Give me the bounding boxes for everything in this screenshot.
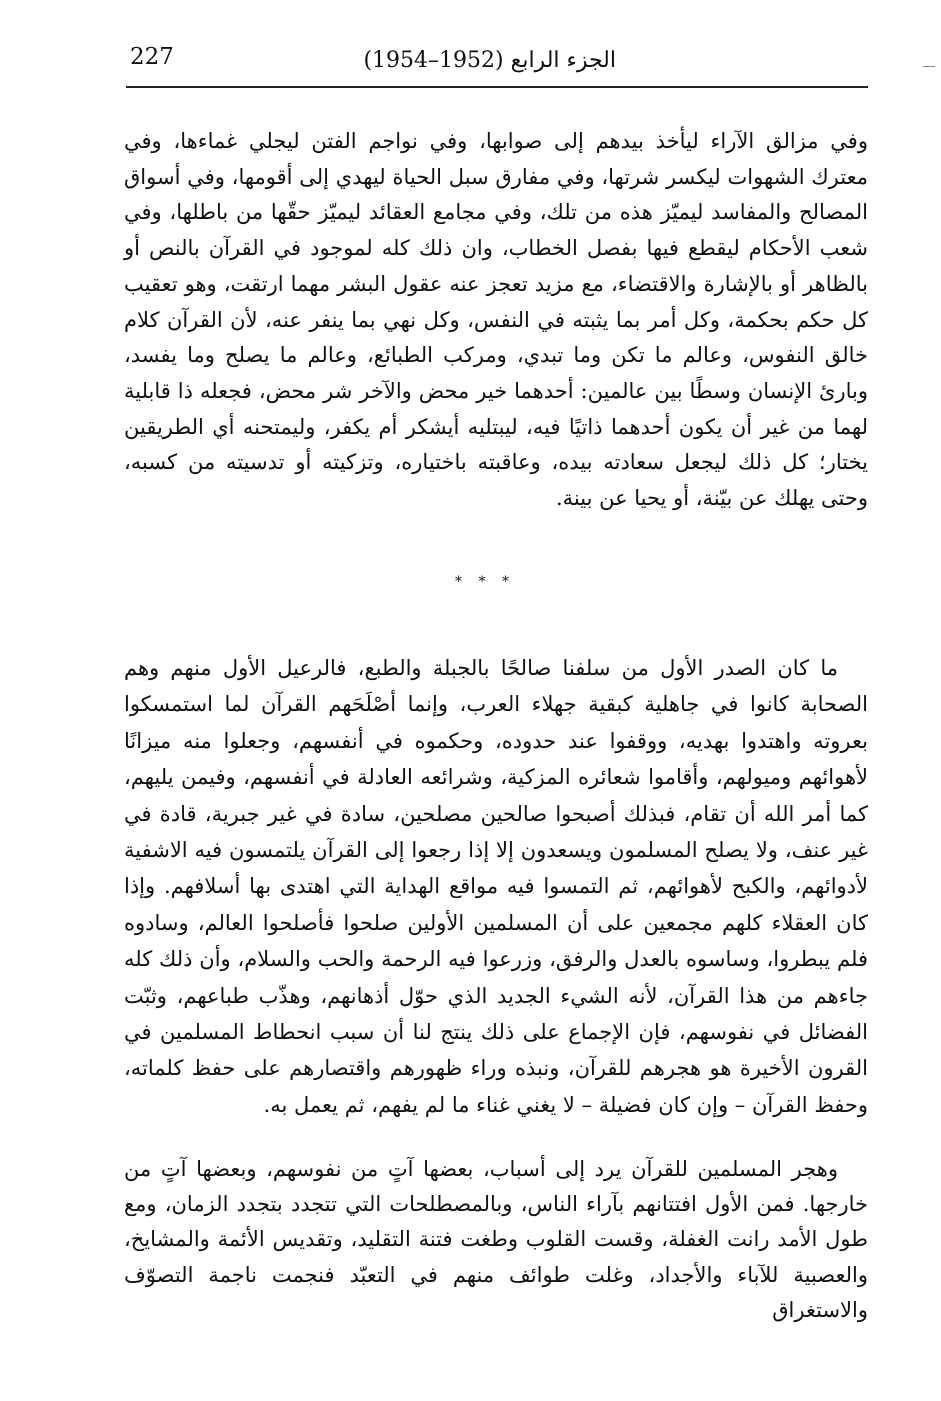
section-1-text: [124, 124, 868, 517]
section-3-text: [124, 1152, 868, 1328]
section-2-text: [124, 650, 868, 1123]
paragraph: ما كان الصدر الأول من سلفنا صالحًا بالجبلة والطبع، فالرعيل الأول منهم وهم الصحابة كانوا في جاهلية كبقية جهلاء العرب، وإنما أصْلَحَهم القرآن لما استمسكوا بعروته واهتدوا بهديه، ووقفوا عند حدوده، وحكموه في أنفسهم، وجعلوا منه ميزانًا لأهوائهم وميولهم، وأقاموا شعائره المزكية، وشرائعه العادلة في أنفسهم، وفيمن يليهم، كما أمر الله أن تقام، فبذلك أصبحوا صالحين مصلحين، سادة في غير جبرية، قادة في غير عنف، ولا يصلح المسلمون ويسعدون إلا إذا رجعوا إلى القرآن يلتمسون فيه الاشفية لأدوائهم، والكبح لأهوائهم، ثم التمسوا فيه مواقع الهداية التي اهتدى بها أسلافهم. وإذا كان العقلاء كلهم مجمعين على أن المسلمين الأولين صلحوا فأصلحوا العالم، وسادوه فلم يبطروا، وساسوه بالعدل والرفق، وزرعوا فيه الرحمة والحب والسلام، وأن ذلك كله جاءهم من هذا القرآن، لأنه الشيء الجديد الذي حوّل أذهانهم، وهذّب طباعهم، وثبّت الفضائل في نفوسهم، فإن الإجماع على ذلك ينتج لنا أن سبب انحطاط المسلمين في القرون الأخيرة هو هجرهم للقرآن، ونبذه وراء ظهورهم واقتصارهم على حفظ كلماته، وحفظ القرآن – وإن كان فضيلة – لا يغني غناء ما لم يفهم، ثم يعمل به.: [124, 656, 868, 1117]
page-number: 227: [130, 44, 174, 70]
paragraph: وهجر المسلمين للقرآن يرد إلى أسباب، بعضها آتٍ من نفوسهم، وبعضها آتٍ من خارجها. فمن الأول افتتانهم بآراء الناس، وبالمصطلحات التي تتجدد بتجدد الزمان، ومع طول الأمد رانت الغفلة، وقست القلوب وطغت فتنة التقليد، وتقديس الأئمة والمشايخ، والعصبية للآباء والأجداد، وغلت طوائف منهم في التعبّد فنجمت ناجمة التصوّف والاستغراق: [124, 1157, 868, 1322]
header-rule: [126, 86, 868, 88]
margin-mark: [923, 66, 935, 67]
running-head-title: الجزء الرابع (1952–1954): [363, 48, 616, 73]
section-separator: * * *: [455, 574, 515, 590]
paragraph: وفي مزالق الآراء ليأخذ بيدهم إلى صوابها، وفي نواجم الفتن ليجلي غماءها، وفي معترك الشهوات ليكسر شرتها، وفي مفارق سبل الحياة ليهدي إلى أقومها، وفي أسواق المصالح والمفاسد ليميّز هذه من تلك، وفي مجامع العقائد ليميّز حقّها من باطلها، وفي شعب الأحكام ليقطع فيها بفصل الخطاب، وان ذلك كله لموجود في القرآن بالنص أو بالظاهر أو بالإشارة والاقتضاء، مع مزيد تعجز عنه عقول البشر مهما ارتقت، وهو تعقيب كل حكم بحكمة، وكل أمر بما يثبته في النفس، وكل نهي بما ينفر عنه، لأن القرآن كلام خالق النفوس، وعالم ما تكن وما تبدي، ومركب الطبائع، وعالم ما يصلح وما يفسد، وبارئ الإنسان وسطًا بين عالمين: أحدهما خير محض والآخر شر محض، فجعله ذا قابلية لهما من غير أن يكون أحدهما ذاتيًا فيه، ليبتليه أيشكر أم يكفر، وليمتحنه أي الطريقين يختار؛ كل ذلك ليجعل سعادته بيده، وعاقبته باختياره، وتزكيته أو تدسيته من كسبه، وحتى يهلك عن بيّنة، أو يحيا عن بينة.: [124, 129, 868, 511]
